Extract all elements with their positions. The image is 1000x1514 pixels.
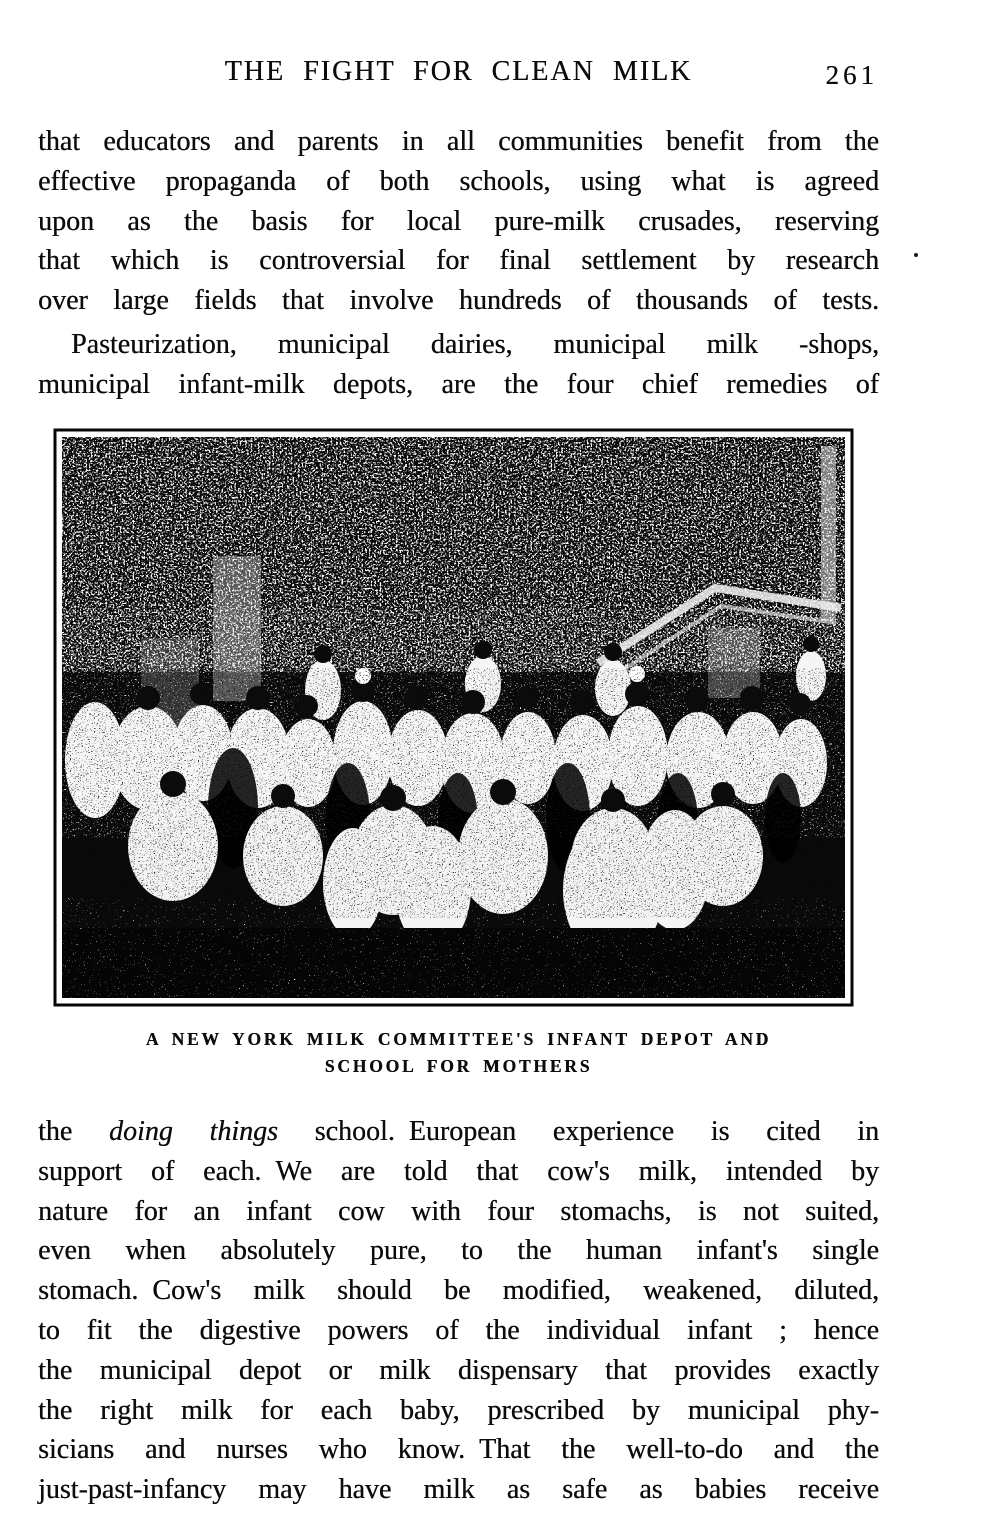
body-line: over large fields that involve hundreds of thousands of tests. [38,285,879,317]
body-line: that educators and parents in all communities benefit from the [38,126,879,157]
body-line: to fit the digestive powers of the individual infant ; hence [38,1314,879,1346]
paragraph-2 [38,325,879,405]
body-line: just-past-infancy may have milk as safe as babies receive [38,1474,879,1506]
italic-phrase: doing things [108,1116,278,1147]
body-line: stomach. Cow's milk should be modified, weakened, diluted, [38,1275,879,1307]
body-line: effective propaganda of both schools, using what is agreed [38,165,879,197]
halftone-photo [53,428,854,1007]
body-line: that which is controversial for final settlement by research [38,245,879,277]
paragraph-3 [38,1112,879,1510]
caption-line: SCHOOL FOR MOTHERS [324,1056,593,1076]
caption-line: A NEW YORK MILK COMMITTEE'S INFANT DEPOT AND [145,1029,772,1049]
body-line [38,1112,879,1152]
body-line: nature for an infant cow with four stomachs, is not suited, [38,1195,879,1227]
body-line: even when absolutely pure, to the human infant's single [38,1235,879,1267]
scan-speck-artifact [914,253,918,257]
body-line: upon as the basis for local pure-milk crusades, reserving [38,205,879,237]
body-line: Pasteurization, municipal dairies, municipal milk -shops, [71,329,879,360]
figure-caption [38,1026,879,1080]
body-line: sicians and nurses who know. That the well-to-do and the [38,1434,879,1466]
body-text-segment: the [38,1116,109,1147]
body-text-segment: school. European experience is cited in [277,1116,880,1147]
figure-frame [53,428,854,1007]
paragraph-1 [38,122,879,321]
page-number: 261 [825,60,878,90]
body-line: support of each. We are told that cow's milk, intended by [38,1155,879,1187]
body-line: the right milk for each baby, prescribed by municipal phy- [38,1394,879,1426]
running-header-title: THE FIGHT FOR CLEAN MILK [224,56,693,87]
body-line: municipal infant-milk depots, are the four chief remedies of [38,368,879,400]
body-line: the municipal depot or milk dispensary that provides exactly [38,1354,879,1386]
